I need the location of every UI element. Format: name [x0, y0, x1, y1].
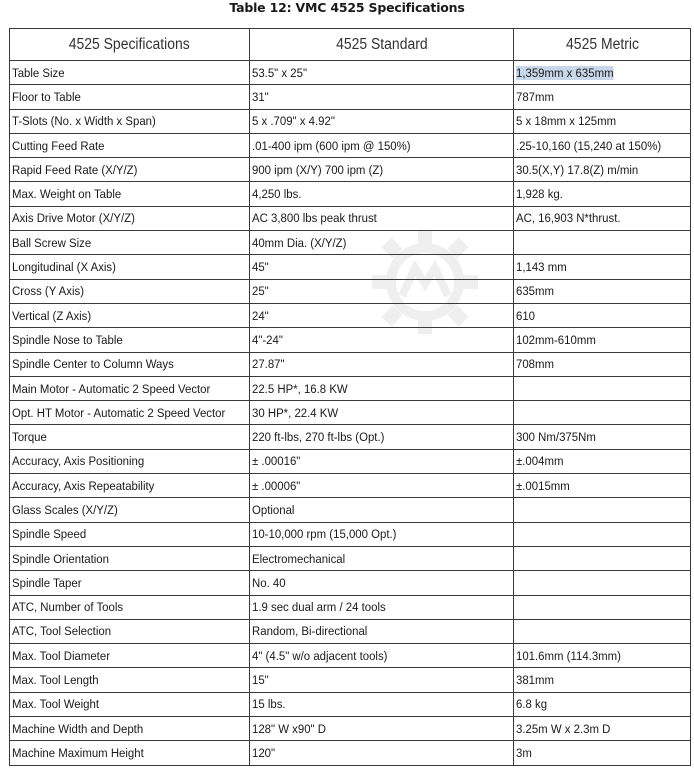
- cell-text: 30 HP*, 22.4 KW: [252, 405, 339, 420]
- cell-text: 1.9 sec dual arm / 24 tools: [252, 600, 386, 615]
- table-row: [10, 133, 691, 157]
- metric-value-cell: [514, 449, 691, 473]
- metric-value-cell: [514, 644, 691, 668]
- spec-name-cell: [10, 255, 250, 279]
- metric-value-cell: [514, 474, 691, 498]
- standard-value-cell: [250, 741, 514, 765]
- table-row: [10, 352, 691, 376]
- cell-text: ATC, Tool Selection: [12, 624, 112, 639]
- cell-text: 4"-24": [252, 332, 283, 347]
- standard-value-cell: [250, 303, 514, 327]
- cell-text: 101.6mm (114.3mm): [516, 648, 621, 663]
- table-row: [10, 741, 691, 765]
- standard-value-cell: [250, 279, 514, 303]
- spec-name-cell: [10, 303, 250, 327]
- cell-text: Max. Weight on Table: [12, 187, 122, 202]
- cell-text: 45": [252, 260, 269, 275]
- table-row: [10, 376, 691, 400]
- cell-text: 1,928 kg.: [516, 187, 563, 202]
- cell-text: 5 x 18mm x 125mm: [516, 114, 617, 129]
- table-row: [10, 595, 691, 619]
- table-row: [10, 571, 691, 595]
- standard-value-cell: [250, 522, 514, 546]
- spec-name-cell: [10, 352, 250, 376]
- header-row: [10, 29, 691, 61]
- metric-value-cell: [514, 522, 691, 546]
- metric-value-cell: [514, 571, 691, 595]
- cell-text: Optional: [252, 502, 295, 517]
- spec-name-cell: [10, 133, 250, 157]
- standard-value-cell: [250, 61, 514, 85]
- metric-value-cell: [514, 303, 691, 327]
- spec-name-cell: [10, 717, 250, 741]
- cell-text: AC 3,800 lbs peak thrust: [252, 211, 377, 226]
- standard-value-cell: [250, 352, 514, 376]
- cell-text: 22.5 HP*, 16.8 KW: [252, 381, 348, 396]
- cell-text: Max. Tool Weight: [12, 697, 100, 712]
- cell-text: Max. Tool Length: [12, 673, 99, 688]
- cell-text: 102mm-610mm: [516, 332, 596, 347]
- cell-text: 708mm: [516, 357, 555, 372]
- cell-text: 53.5" x 25": [252, 65, 307, 80]
- cell-text: Torque: [12, 430, 47, 445]
- cell-text: 24": [252, 308, 269, 323]
- metric-value-cell: [514, 668, 691, 692]
- metric-value-cell: [514, 182, 691, 206]
- standard-value-cell: [250, 231, 514, 255]
- header-specifications: [10, 29, 250, 61]
- spec-name-cell: [10, 158, 250, 182]
- table-row: [10, 668, 691, 692]
- header-label: 4525 Specifications: [69, 35, 190, 53]
- cell-text: AC, 16,903 N*thrust.: [516, 211, 621, 226]
- cell-text: 15 lbs.: [252, 697, 286, 712]
- metric-value-cell: [514, 376, 691, 400]
- cell-text: 4,250 lbs.: [252, 187, 302, 202]
- cell-text: Table Size: [12, 65, 65, 80]
- cell-text: 1,143 mm: [516, 260, 567, 275]
- cell-text: T-Slots (No. x Width x Span): [12, 114, 156, 129]
- spec-name-cell: [10, 109, 250, 133]
- cell-text: Spindle Center to Column Ways: [12, 357, 174, 372]
- table-row: [10, 182, 691, 206]
- metric-value-cell: [514, 717, 691, 741]
- metric-value-cell: [514, 61, 691, 85]
- cell-text: 10-10,000 rpm (15,000 Opt.): [252, 527, 397, 542]
- cell-text: Main Motor - Automatic 2 Speed Vector: [12, 381, 211, 396]
- standard-value-cell: [250, 717, 514, 741]
- standard-value-cell: [250, 401, 514, 425]
- spec-name-cell: [10, 644, 250, 668]
- table-row: [10, 85, 691, 109]
- table-row: [10, 255, 691, 279]
- table-row: [10, 109, 691, 133]
- standard-value-cell: [250, 619, 514, 643]
- selected-text-highlight: 1,359mm x 635mm: [516, 65, 614, 80]
- cell-text: 220 ft-lbs, 270 ft-lbs (Opt.): [252, 430, 385, 445]
- standard-value-cell: [250, 692, 514, 716]
- standard-value-cell: [250, 425, 514, 449]
- metric-value-cell: [514, 255, 691, 279]
- spec-name-cell: [10, 741, 250, 765]
- metric-value-cell: [514, 279, 691, 303]
- spec-name-cell: [10, 376, 250, 400]
- spec-name-cell: [10, 595, 250, 619]
- table-row: [10, 522, 691, 546]
- spec-name-cell: [10, 425, 250, 449]
- cell-text: 15": [252, 673, 269, 688]
- cell-text: Max. Tool Diameter: [12, 648, 110, 663]
- header-label: 4525 Metric: [565, 35, 639, 53]
- spec-name-cell: [10, 206, 250, 230]
- spec-name-cell: [10, 668, 250, 692]
- spec-name-cell: [10, 546, 250, 570]
- cell-text: Floor to Table: [12, 89, 81, 104]
- standard-value-cell: [250, 85, 514, 109]
- cell-text: Longitudinal (X Axis): [12, 260, 116, 275]
- cell-text: Cross (Y Axis): [12, 284, 85, 299]
- metric-value-cell: [514, 401, 691, 425]
- table-row: [10, 303, 691, 327]
- table-row: [10, 717, 691, 741]
- spec-name-cell: [10, 279, 250, 303]
- cell-text: Machine Width and Depth: [12, 721, 144, 736]
- metric-value-cell: [514, 206, 691, 230]
- spec-name-cell: [10, 182, 250, 206]
- table-row: [10, 328, 691, 352]
- metric-value-cell: [514, 85, 691, 109]
- standard-value-cell: [250, 546, 514, 570]
- header-metric: [514, 29, 691, 61]
- table-row: [10, 231, 691, 255]
- metric-value-cell: [514, 158, 691, 182]
- cell-text: Spindle Nose to Table: [12, 332, 123, 347]
- cell-text: ±.0015mm: [516, 478, 570, 493]
- cell-text: 128" W x90" D: [252, 721, 326, 736]
- standard-value-cell: [250, 571, 514, 595]
- metric-value-cell: [514, 328, 691, 352]
- cell-text: Ball Screw Size: [12, 235, 92, 250]
- cell-text: ±.004mm: [516, 454, 564, 469]
- cell-text: Random, Bi-directional: [252, 624, 368, 639]
- standard-value-cell: [250, 133, 514, 157]
- spec-name-cell: [10, 522, 250, 546]
- cell-text: 4" (4.5" w/o adjacent tools): [252, 648, 388, 663]
- cell-text: 25": [252, 284, 269, 299]
- table-row: [10, 692, 691, 716]
- cell-text: 635mm: [516, 284, 555, 299]
- metric-value-cell: [514, 133, 691, 157]
- metric-value-cell: [514, 231, 691, 255]
- standard-value-cell: [250, 182, 514, 206]
- metric-value-cell: [514, 546, 691, 570]
- metric-value-cell: [514, 595, 691, 619]
- cell-text: Spindle Orientation: [12, 551, 109, 566]
- standard-value-cell: [250, 644, 514, 668]
- table-row: [10, 474, 691, 498]
- metric-value-cell: [514, 741, 691, 765]
- metric-value-cell: [514, 619, 691, 643]
- table-row: [10, 644, 691, 668]
- spec-name-cell: [10, 231, 250, 255]
- spec-name-cell: [10, 61, 250, 85]
- header-standard: [250, 29, 514, 61]
- cell-text: Machine Maximum Height: [12, 745, 144, 760]
- cell-text: Accuracy, Axis Repeatability: [12, 478, 155, 493]
- spec-name-cell: [10, 498, 250, 522]
- standard-value-cell: [250, 328, 514, 352]
- standard-value-cell: [250, 255, 514, 279]
- cell-text: ± .00016": [252, 454, 301, 469]
- table-row: [10, 158, 691, 182]
- cell-text: Cutting Feed Rate: [12, 138, 105, 153]
- cell-text: 900 ipm (X/Y) 700 ipm (Z): [252, 162, 384, 177]
- cell-text: Glass Scales (X/Y/Z): [12, 502, 118, 517]
- cell-text: 40mm Dia. (X/Y/Z): [252, 235, 347, 250]
- cell-text: .25-10,160 (15,240 at 150%): [516, 138, 662, 153]
- cell-text: 120": [252, 745, 276, 760]
- spec-name-cell: [10, 619, 250, 643]
- table-caption: Table 12: VMC 4525 Specifications: [229, 0, 465, 15]
- cell-text: Rapid Feed Rate (X/Y/Z): [12, 162, 138, 177]
- table-row: [10, 279, 691, 303]
- cell-text: Spindle Speed: [12, 527, 87, 542]
- cell-text: 6.8 kg: [516, 697, 548, 712]
- table-row: [10, 425, 691, 449]
- cell-text: ATC, Number of Tools: [12, 600, 124, 615]
- table-row: [10, 61, 691, 85]
- cell-text: .01-400 ipm (600 ipm @ 150%): [252, 138, 411, 153]
- cell-text: 300 Nm/375Nm: [516, 430, 596, 445]
- specifications-table: [9, 28, 691, 766]
- cell-text: 3.25m W x 2.3m D: [516, 721, 611, 736]
- standard-value-cell: [250, 449, 514, 473]
- cell-text: 787mm: [516, 89, 555, 104]
- table-row: [10, 401, 691, 425]
- metric-value-cell: [514, 692, 691, 716]
- standard-value-cell: [250, 474, 514, 498]
- metric-value-cell: [514, 498, 691, 522]
- spec-name-cell: [10, 449, 250, 473]
- table-row: [10, 619, 691, 643]
- cell-text: Vertical (Z Axis): [12, 308, 92, 323]
- cell-text: 30.5(X,Y) 17.8(Z) m/min: [516, 162, 639, 177]
- spec-name-cell: [10, 328, 250, 352]
- table-row: [10, 498, 691, 522]
- header-label: 4525 Standard: [335, 35, 428, 53]
- cell-text: Accuracy, Axis Positioning: [12, 454, 145, 469]
- table-row: [10, 206, 691, 230]
- metric-value-cell: [514, 352, 691, 376]
- spec-name-cell: [10, 474, 250, 498]
- cell-text: 3m: [516, 745, 532, 760]
- cell-text: Electromechanical: [252, 551, 346, 566]
- cell-text: Opt. HT Motor - Automatic 2 Speed Vector: [12, 405, 226, 420]
- standard-value-cell: [250, 668, 514, 692]
- cell-text: 5 x .709" x 4.92": [252, 114, 335, 129]
- standard-value-cell: [250, 206, 514, 230]
- cell-text: No. 40: [252, 575, 286, 590]
- metric-value-cell: [514, 109, 691, 133]
- standard-value-cell: [250, 109, 514, 133]
- cell-text: 27.87": [252, 357, 285, 372]
- standard-value-cell: [250, 158, 514, 182]
- spec-name-cell: [10, 401, 250, 425]
- standard-value-cell: [250, 595, 514, 619]
- cell-text: ± .00006": [252, 478, 301, 493]
- standard-value-cell: [250, 498, 514, 522]
- cell-text: 31": [252, 89, 269, 104]
- table-row: [10, 449, 691, 473]
- cell-text: 381mm: [516, 673, 555, 688]
- metric-value-cell: [514, 425, 691, 449]
- spec-name-cell: [10, 692, 250, 716]
- cell-text: Spindle Taper: [12, 575, 82, 590]
- standard-value-cell: [250, 376, 514, 400]
- spec-name-cell: [10, 85, 250, 109]
- table-row: [10, 546, 691, 570]
- cell-text: 610: [516, 308, 536, 323]
- cell-text: Axis Drive Motor (X/Y/Z): [12, 211, 135, 226]
- spec-name-cell: [10, 571, 250, 595]
